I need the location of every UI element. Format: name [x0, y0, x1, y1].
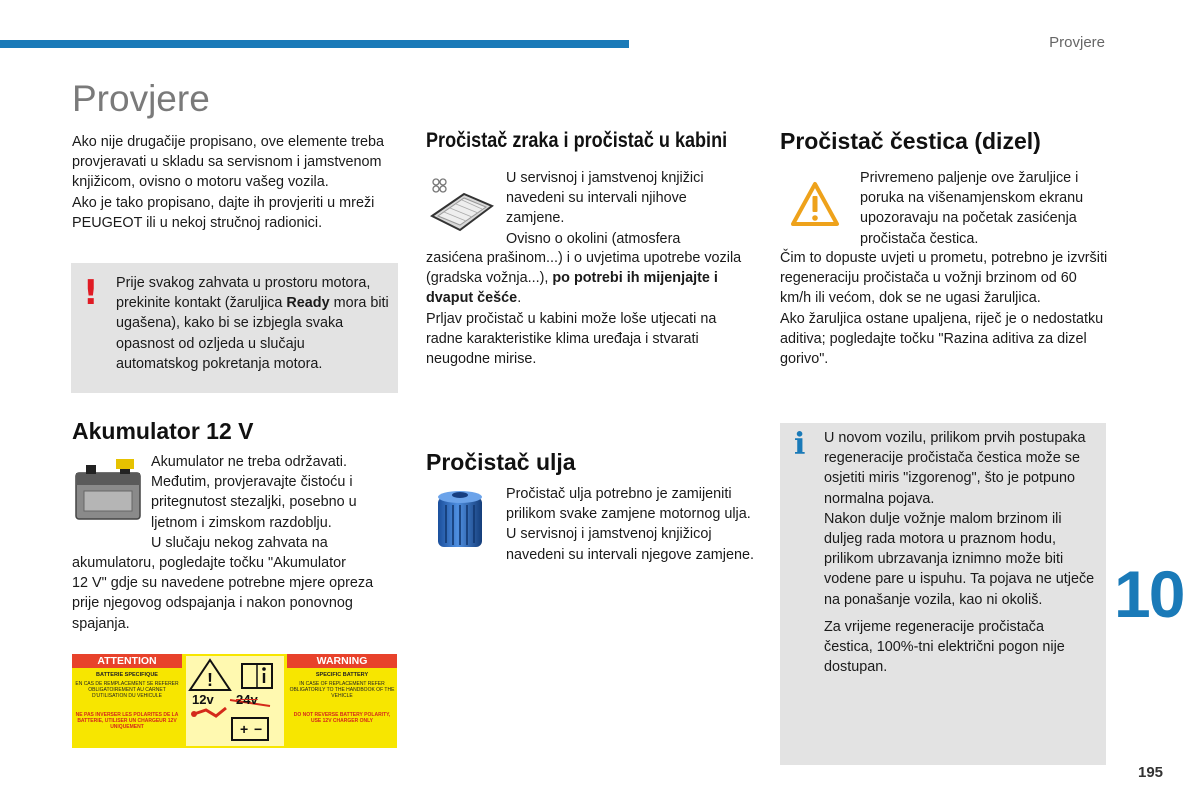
cabin-filter-line: Ovisno o okolini (atmosfera — [506, 230, 681, 247]
label-left-sub: BATTERIE SPECIFIQUE — [96, 672, 158, 678]
label-left-text: EN CAS DE REMPLACEMENT SE REFERER OBLIGATOIREMENT AU CARNET D'UTILISATION DU VEHICULE — [75, 681, 179, 699]
particle-filter-line: pročistača čestica. — [860, 230, 979, 247]
header-accent-bar — [0, 40, 629, 48]
car-battery-icon — [72, 457, 144, 523]
info-paragraph-2: Nakon dulje vožnje malom brzinom ili duljeg rada motora u praznom hodu, prilikom ubrzavanja iznimno može biti vodene pare u ispuhu. Ta pojava ne utječe na ponašanje vozila, kao ni okoliš. — [824, 510, 1095, 608]
battery-warning-label — [72, 654, 397, 748]
warning-text-part: mora biti ugašena), kako bi se izbjegla svaka opasnost od ozljeda u slučaju automatskog pokretanja motora. — [116, 295, 389, 372]
ready-label: Ready — [286, 295, 330, 312]
label-right-red: DO NOT REVERSE BATTERY POLARITY, USE 12V CHARGER ONLY — [293, 712, 391, 724]
oil-filter-text — [506, 484, 756, 565]
particle-filter-line: upozoravaju na početak zasićenja — [860, 210, 1077, 227]
battery-full-line: 12 V" gdje su navedene potrebne mjere opreza — [72, 575, 374, 592]
battery-wrap-text — [151, 452, 401, 553]
cabin-filter-paragraph-2: Prljav pročistač u kabini može loše utjecati na radne karakteristike klima uređaja i stvarati neugodne mirise. — [426, 310, 717, 368]
label-right-sub: SPECIFIC BATTERY — [315, 672, 369, 678]
info-text — [824, 428, 1096, 677]
warning-triangle-icon — [789, 180, 841, 228]
battery-line: pritegnutost stezaljki, posebno u — [151, 494, 357, 511]
particle-filter-paragraph-2: Ako žaruljica ostane upaljena, riječ je o nedostatku aditiva; pogledajte točku "Razina aditiva za dizel gorivo". — [780, 310, 1104, 368]
particle-filter-text — [780, 248, 1110, 369]
page-title: Provjere — [72, 78, 210, 119]
intro-paragraph-1: Ako nije drugačije propisano, ove elemente treba provjeravati u skladu sa servisnom i jamstvenom knjižicom, ovisno o motoru vašeg vozila. — [72, 134, 384, 191]
chapter-number: 10 — [1114, 557, 1184, 631]
exclamation-icon: ! — [83, 273, 99, 313]
battery-line: Akumulator ne treba održavati. — [151, 454, 347, 470]
warning-box — [71, 263, 398, 393]
label-12v: 12v — [192, 692, 214, 707]
battery-line: Međutim, provjeravajte čistoću i — [151, 474, 353, 491]
battery-full-line: akumulatoru, pogledajte točku "Akumulator — [72, 555, 346, 571]
label-left-red: NE PAS INVERSER LES POLARITES DE LA BATTERIE, UTILISER UN CHARGEUR 12V UNIQUEMENT — [75, 712, 179, 730]
particle-filter-heading: Pročistač čestica (dizel) — [780, 128, 1041, 154]
info-icon: i — [794, 427, 806, 462]
intro-paragraph-2: Ako je tako propisano, dajte ih provjeriti u mreži PEUGEOT ili u nekoj stručnoj radionici. — [72, 194, 375, 231]
svg-text:!: ! — [207, 670, 213, 690]
svg-text:+: + — [240, 721, 249, 737]
cabin-filter-paragraph — [426, 248, 746, 309]
particle-filter-line: poruka na višenamjenskom ekranu — [860, 190, 1084, 207]
cabin-filter-line: U servisnoj i jamstvenoj knjižici — [506, 170, 704, 186]
label-center-panel — [186, 656, 284, 746]
battery-full-line: prije njegovog odspajanja i nakon ponovnog — [72, 595, 353, 612]
cabin-filter-text-part: zasićena prašinom...) i o uvjetima upotrebe vozila (gradska vožnja...), — [426, 250, 742, 287]
page-number: 195 — [1138, 764, 1164, 781]
cabin-filter-wrap-text — [506, 168, 751, 249]
oil-filter-paragraph-2: U servisnoj i jamstvenoj knjižicoj navedeni su intervali njegove zamjene. — [506, 526, 754, 563]
label-warning: WARNING — [316, 655, 368, 667]
cabin-filter-heading: Pročistač zraka i pročistač u kabini — [426, 129, 728, 152]
battery-line: ljetnom i zimskom razdoblju. — [151, 514, 332, 531]
info-paragraph-3: Za vrijeme regeneracije pročistača čestica, 100%-tni električni pogon nije dostupan. — [824, 618, 1065, 676]
cabin-filter-emphasis: po potrebi ih mijenjajte i dvaput češće — [426, 270, 718, 307]
label-24v: 24v — [236, 692, 258, 707]
label-right-text: IN CASE OF REPLACEMENT REFER OBLIGATORILY TO THE HANDBOOK OF THE VEHICLE — [289, 681, 395, 699]
oil-filter-paragraph-1: Pročistač ulja potrebno je zamijeniti prilikom svake zamjene motornog ulja. — [506, 486, 751, 523]
info-box — [780, 423, 1106, 765]
battery-line: U slučaju nekog zahvata na — [151, 534, 328, 551]
particle-filter-line: Privremeno paljenje ove žaruljice i — [860, 170, 1079, 186]
oil-filter-icon — [430, 487, 490, 553]
label-attention: ATTENTION — [97, 655, 157, 667]
cabin-filter-line: navedeni su intervali njihove — [506, 190, 687, 207]
info-paragraph-1: U novom vozilu, prilikom prvih postupaka regeneracije pročistača čestica može se osjetiti miris "izgorenog", što je potpuno normalna pojava. — [824, 430, 1086, 507]
cabin-filter-text — [426, 248, 746, 369]
oil-filter-heading: Pročistač ulja — [426, 449, 576, 475]
cabin-filter-line: zamjene. — [506, 210, 565, 227]
air-filter-icon — [426, 172, 496, 234]
particle-filter-wrap-text — [860, 168, 1110, 249]
cabin-filter-text-part: . — [517, 290, 522, 307]
running-header: Provjere — [1049, 34, 1105, 51]
warning-text — [116, 273, 391, 374]
battery-heading: Akumulator 12 V — [72, 418, 254, 444]
battery-full-line: spajanja. — [72, 615, 130, 632]
intro-text — [72, 132, 402, 233]
particle-filter-paragraph: Čim to dopuste uvjeti u prometu, potrebno je izvršiti regeneraciju pročistača u vožnji brzinom od 60 km/h ili većom, dok se ne ugasi žaruljica. — [780, 250, 1108, 307]
svg-text:−: − — [254, 721, 263, 737]
warning-text-part: Prije svakog zahvata u prostoru motora, prekinite kontakt (žaruljica — [116, 275, 371, 312]
battery-text — [72, 553, 402, 634]
